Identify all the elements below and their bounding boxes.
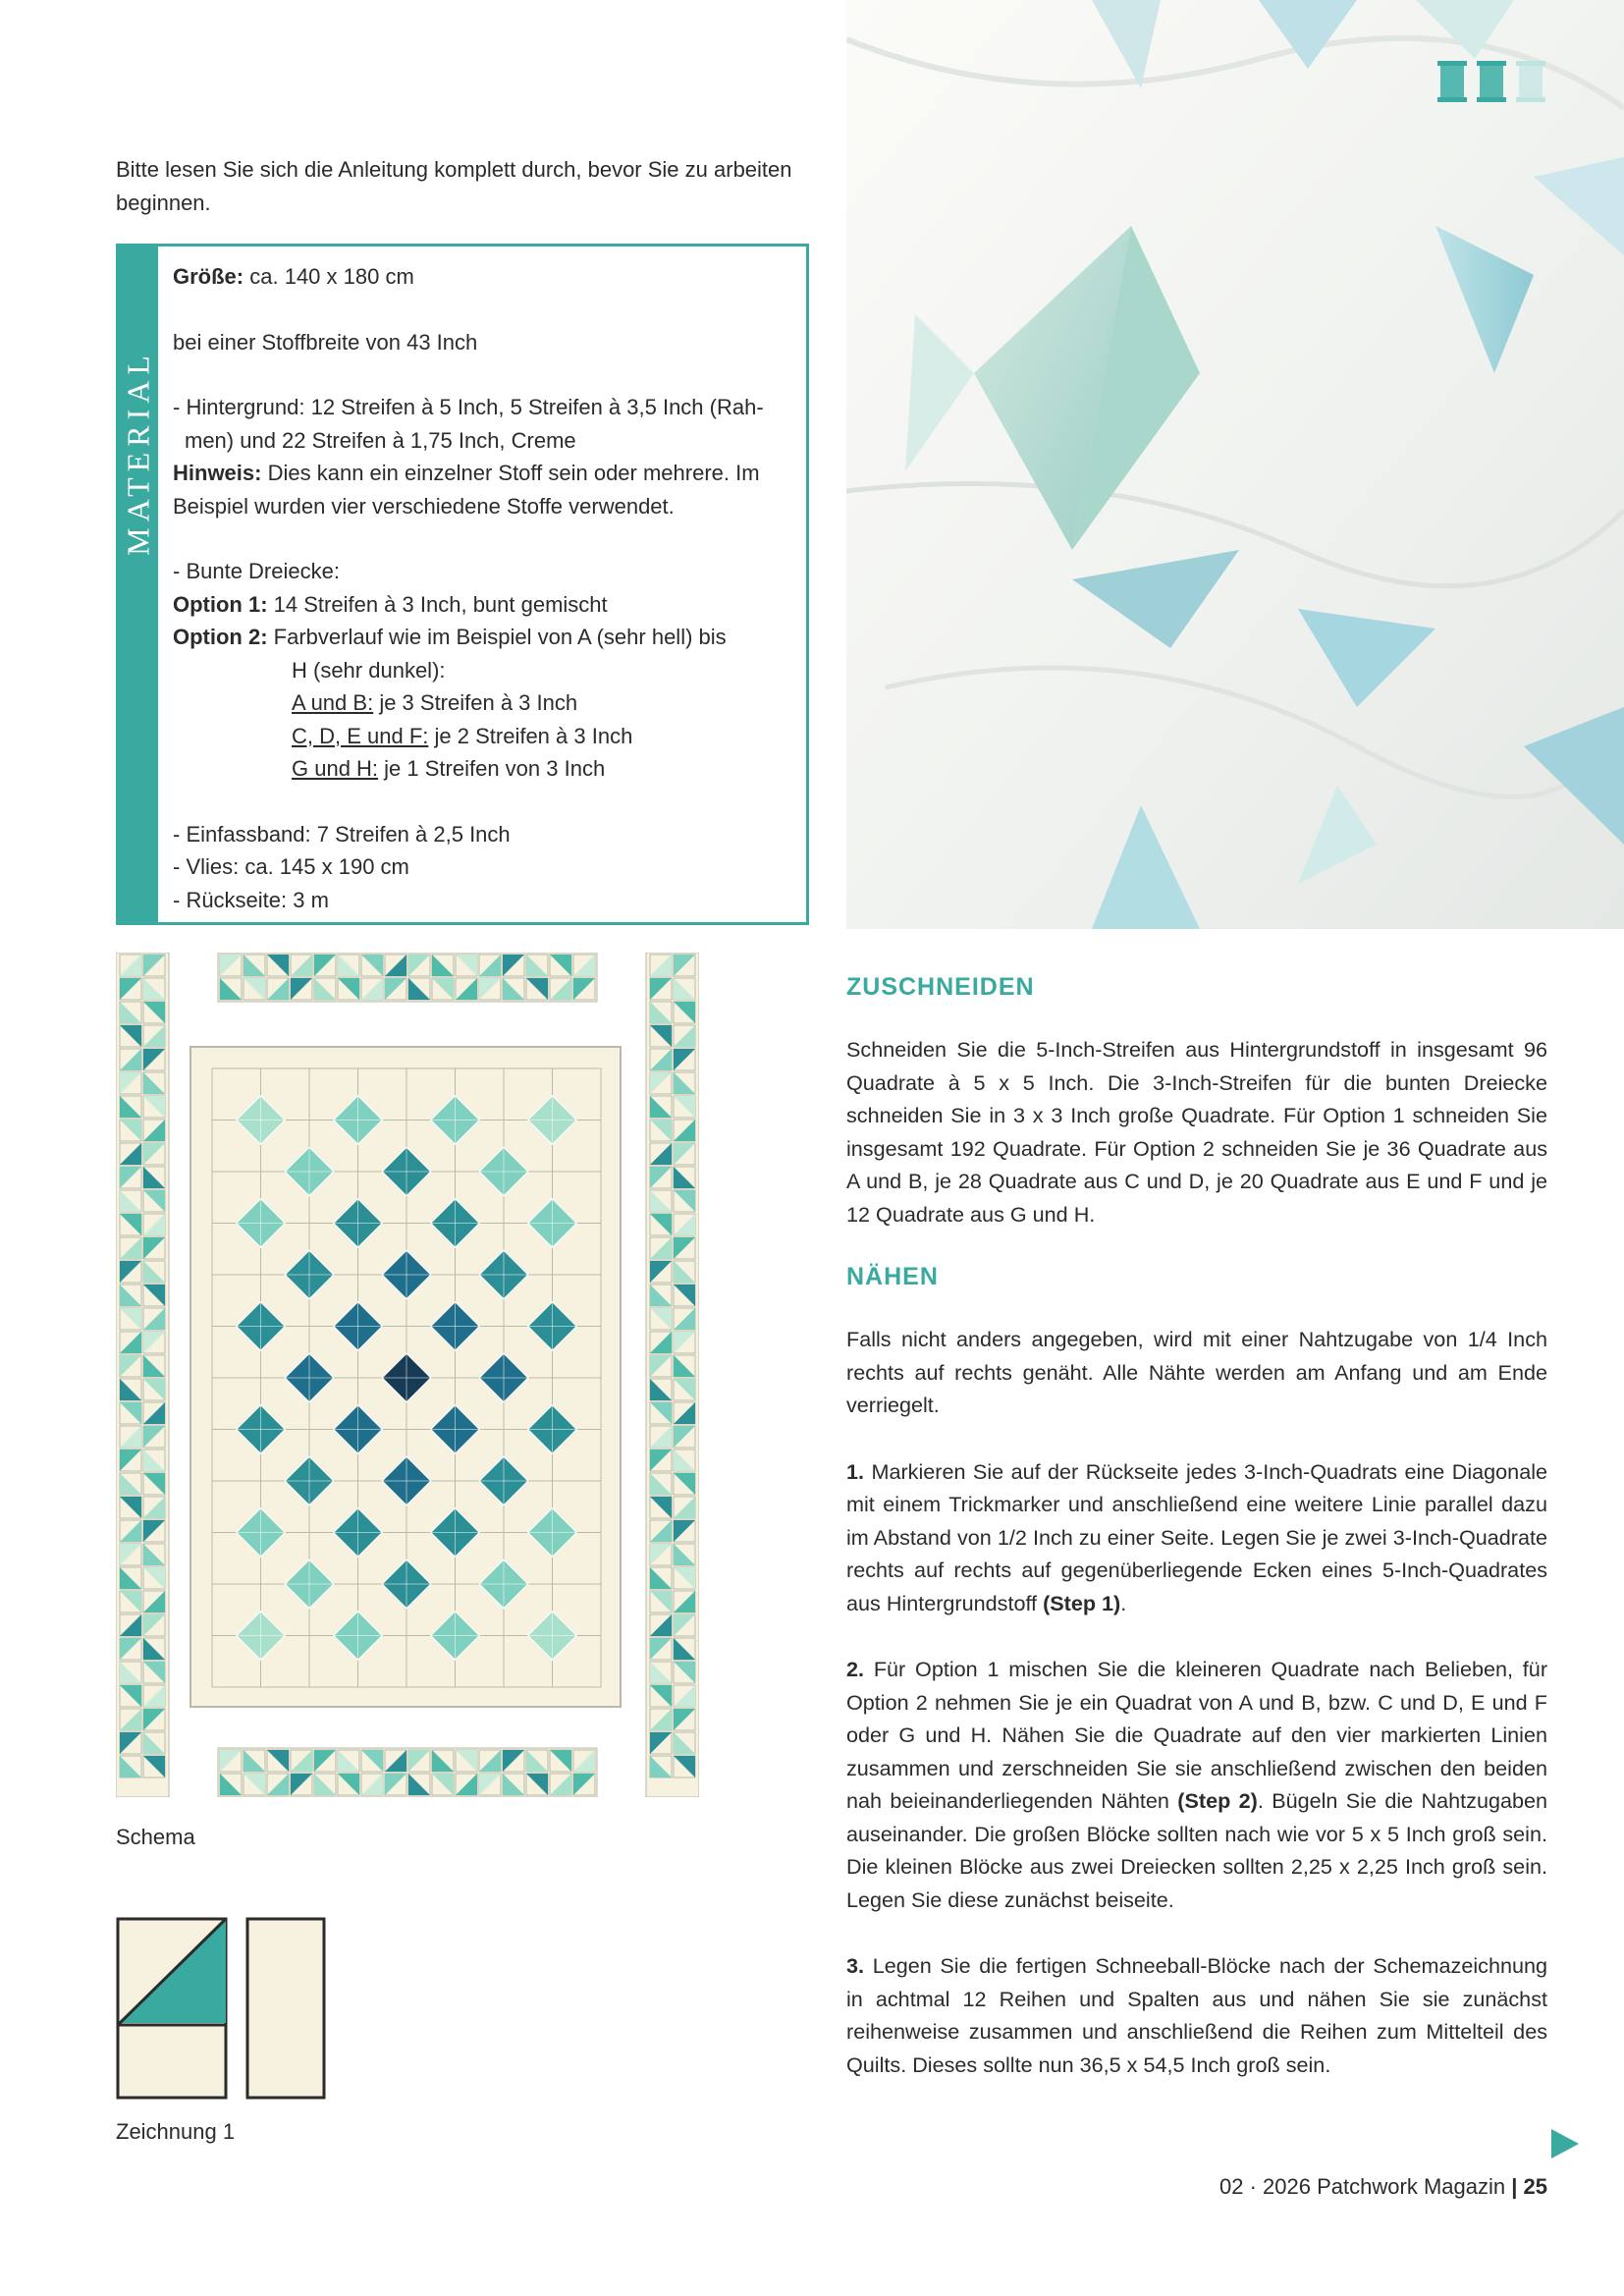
step1-ref: (Step 1) [1043,1590,1121,1615]
page-footer [1219,2174,1547,2200]
step2-number: 2. [846,1657,865,1681]
material-box [116,244,809,925]
step2-ref: (Step 2) [1177,1788,1258,1813]
drawing-1-caption: Zeichnung 1 [116,2119,236,2144]
hint-text: Dies kann ein einzelner Stoff sein oder mehrere. Im Beispiel wurden vier verschiedene Stoffe verwendet. [173,461,760,519]
step3-number: 3. [846,1953,865,1978]
option1-text: 14 Streifen à 3 Inch, bunt gemischt [273,591,608,617]
ab-text: je 3 Streifen à 3 Inch [379,690,578,715]
material-list [173,260,801,916]
step2-text-a: Für Option 1 mischen Sie die kleineren Quadrate nach Belieben, für Option 2 nehmen Sie je ein Quadrat von A und B, bzw. C und D, E und F oder G und H. Nähen Sie die Quadrate auf den vier markierten Linien zusammen und zerschneiden Sie sie anschließend zwischen den beiden nah beieinanderliegenden Nähten [846,1657,1548,1813]
footer-issue: 02 · 2026 [1219,2174,1311,2199]
binding-line: - Einfassband: 7 Streifen à 2,5 Inch [173,821,511,847]
page-number: 25 [1523,2174,1547,2199]
footer-separator: | [1511,2174,1518,2199]
option2-line1: Farbverlauf wie im Beispiel von A (sehr hell) bis [273,625,727,649]
step1-text: Markieren Sie auf der Rückseite jedes 3-Inch-Quadrats eine Diagonale mit einem Trickmarker und anschließend eine weitere Linie parallel dazu im Abstand von 1/2 Inch zu einer Seite. Legen Sie je zwei 3-Inch-Quadrate rechts auf rechts auf gegenüberliegende Ecken eines 5-Inch-Quadrates aus Hintergrundstoff [846,1458,1548,1615]
cutting-text: Schneiden Sie die 5-Inch-Streifen aus Hintergrundstoff in insgesamt 96 Quadrate à 5 x 5 Inch. Die 3-Inch-Streifen für die bunten Dreiecke schneiden Sie in 3 x 3 Inch große Quadrate. Für Option 1 schneiden Sie insgesamt 192 Quadrate. Für Option 2 schneiden Sie je 36 Quadrate aus A und B, je 28 Quadrate aus C und D, je 20 Quadrate aus E und F und je 12 Quadrate aus G und H. [846,1037,1547,1227]
backing-line: - Rückseite: 3 m [173,887,329,912]
step-1: 1. Markieren Sie auf der Rückseite jedes 3-Inch-Quadrats eine Diagonale mit einem Trickmarker und anschließend eine weitere Linie parallel dazu im Abstand von 1/2 Inch zu einer Seite. Legen Sie je zwei 3-Inch-Quadrate rechts auf rechts auf gegenüberliegende Ecken eines 5-Inch-Quadrates aus Hintergrundstoff (Step 1). [846,1458,1548,1615]
quilt-schema-diagram [116,953,699,1797]
instructions-column [846,970,1547,2081]
step1-number: 1. [846,1458,865,1484]
play-triangle-icon[interactable] [1551,2129,1579,2159]
sewing-heading: NÄHEN [846,1263,939,1290]
size-value: ca. 140 x 180 cm [249,264,414,289]
schema-caption: Schema [116,1825,195,1849]
step-2: 2. Für Option 1 mischen Sie die kleineren Quadrate nach Belieben, für Option 2 nehmen Sie je ein Quadrat von A und B, bzw. C und D, E und F oder G und H. Nähen Sie die Quadrate auf den vier markierten Linien zusammen und zerschneiden Sie sie anschließend zwischen den beiden nah beieinanderliegenden Nähten (Step 2). Bügeln Sie die Nahtzugaben auseinander. Die großen Blöcke sollten nach wie vor 5 x 5 Inch groß sein. Die kleinen Blöcke aus zwei Dreiecken sollten 2,25 x 2,25 Inch groß sein. Legen Sie diese zunächst beiseite. [846,1657,1548,1912]
option2-label: Option 2: [173,625,268,649]
background-line1: - Hintergrund: 12 Streifen à 5 Inch, 5 Streifen à 3,5 Inch (Rah- [173,395,764,419]
thread-spools-icon [1434,61,1549,102]
footer-magazine: Patchwork Magazin [1317,2174,1506,2199]
step-3 [846,1949,1547,2081]
batting-line: - Vlies: ca. 145 x 190 cm [173,854,409,879]
fabric-width: bei einer Stoffbreite von 43 Inch [173,329,478,355]
material-tab [119,246,158,922]
cdef-text: je 2 Streifen à 3 Inch [434,723,633,748]
cutting-heading: ZUSCHNEIDEN [846,973,1035,1001]
material-tab-label: MATERIAL [120,350,156,556]
option1-label: Option 1: [173,591,268,617]
step3-text: Legen Sie die fertigen Schneeball-Blöcke nach der Schemazeichnung in achtmal 12 Reihen und Spalten aus und nähen Sie sie zunächst reihenweise zusammen und anschließend die Reihen zum Mittelteil des Quilts. Dieses sollte nun 36,5 x 54,5 Inch groß sein. [846,1953,1547,2077]
triangles-heading: - Bunte Dreiecke: [173,559,340,583]
intro-text: Bitte lesen Sie sich die Anleitung komplett durch, bevor Sie zu arbeiten beginnen. [116,157,792,215]
gh-label: G und H: [292,756,379,781]
plain-strip [247,1919,324,2098]
size-label: Größe: [173,264,244,289]
hint-label: Hinweis: [173,461,262,485]
option2-line2: H (sehr dunkel): [292,657,446,683]
sewing-intro: Falls nicht anders angegeben, wird mit einer Nahtzugabe von 1/4 Inch rechts auf rechts genäht. Alle Nähte werden am Anfang und am Ende verriegelt. [846,1327,1547,1417]
background-line2: men) und 22 Streifen à 1,75 Inch, Creme [185,427,576,453]
step2-text-b: Bügeln Sie die Nahtzugaben auseinander. Die großen Blöcke sollten nach wie vor 5 x 5 Inch groß sein. Die kleinen Blöcke aus zwei Dreiecken sollten 2,25 x 2,25 Inch groß sein. Legen Sie diese zunächst beiseite. [846,1788,1548,1912]
drawing-1 [116,1917,326,2100]
ab-label: A und B: [292,690,374,715]
gh-text: je 1 Streifen von 3 Inch [384,756,606,781]
quilt-photo [846,0,1624,929]
cdef-label: C, D, E und F: [292,723,429,748]
